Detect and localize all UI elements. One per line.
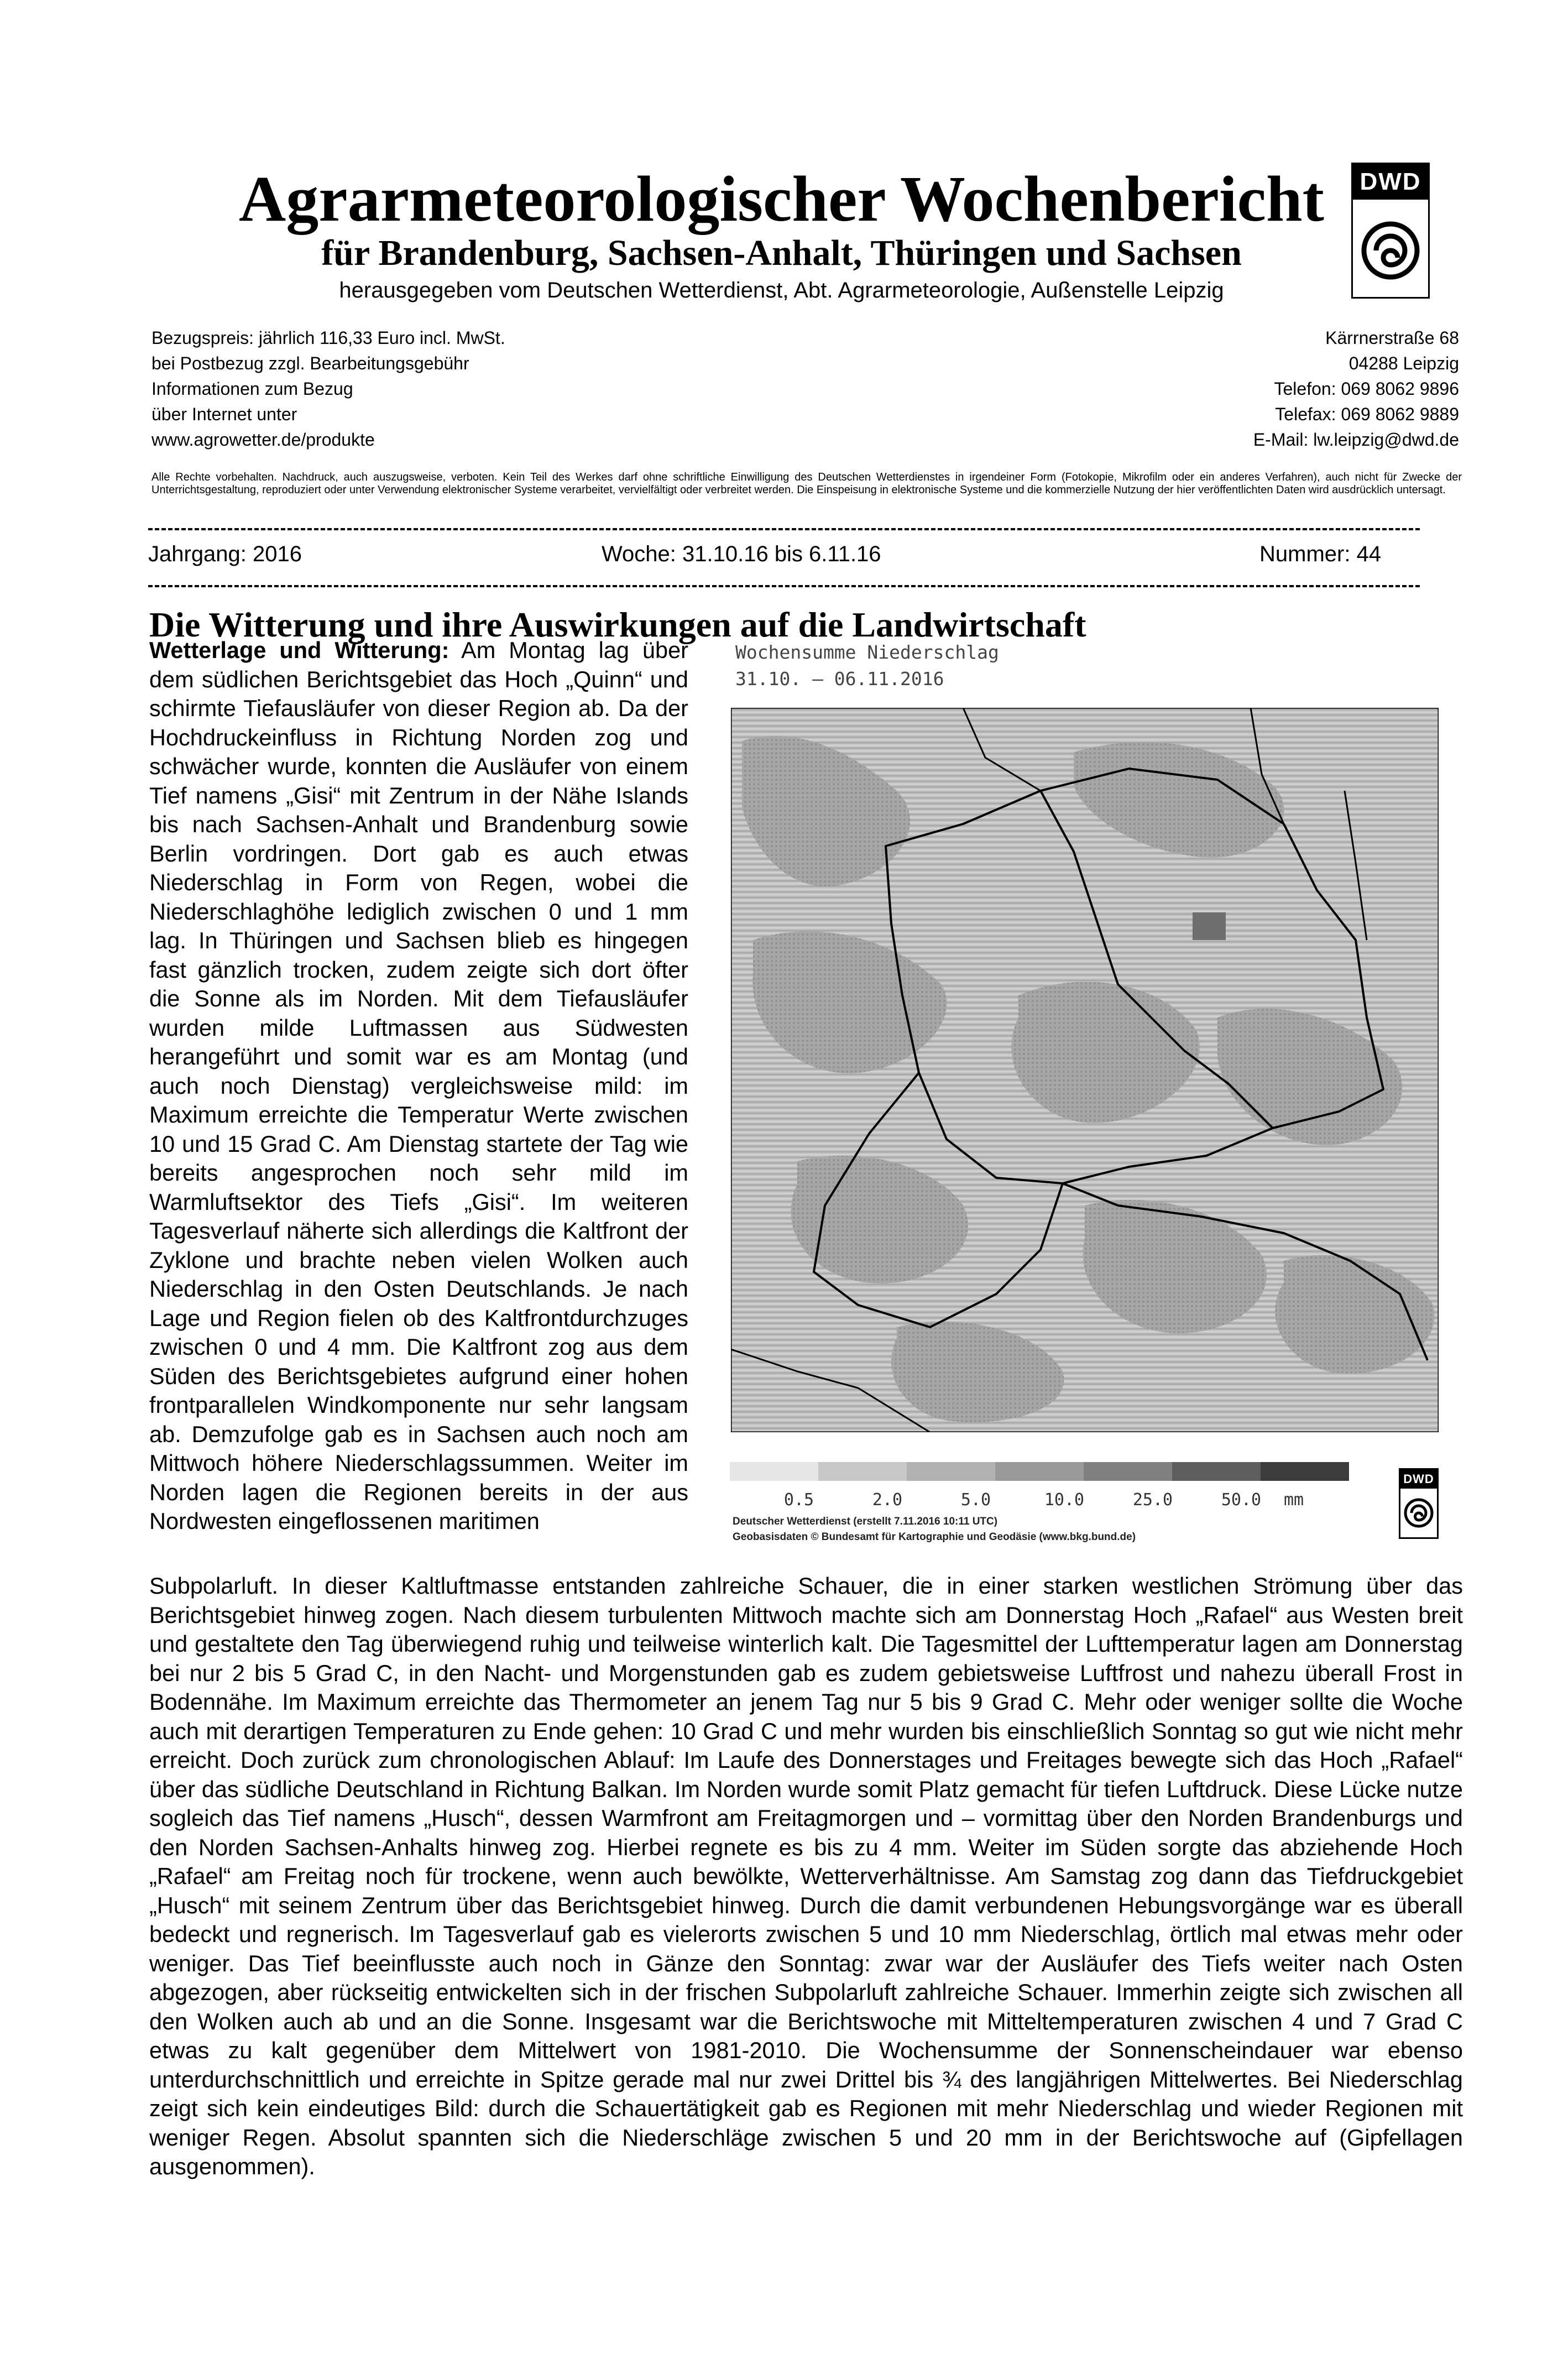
issue-number: Nummer: 44 (1259, 542, 1382, 566)
precipitation-map (731, 708, 1439, 1432)
weather-text-full: Subpolarluft. In dieser Kaltluftmasse entstanden zahlreiche Schauer, die in einer starken westlichen Strömung über das Berichtsgebiet hinweg zogen. Nach diesem turbulenten Mittwoch machte sich am Donnerstag Hoch „Rafael“ aus Westen breit und gestaltete den Tag überwiegend ruhig und teilweise winterlich kalt. Die Tagesmittel der Lufttemperatur lagen am Donnerstag bei nur 2 bis 5 Grad C, in den Nacht- und Morgenstunden gab es zudem gebietsweise Luftfrost und nahezu überall Frost in Bodennähe. Im Maximum erreichte das Thermometer an jenem Tag nur 5 bis 9 Grad C. Mehr oder weniger sollte die Woche auch mit derartigen Temperaturen zu Ende gehen: 10 Grad C und mehr wurden bis einschließlich Sonntag so gut wie nicht mehr erreicht. Doch zurück zum chronologischen Ablauf: Im Laufe des Donnerstages und Freitages bewegte sich das Hoch „Rafael“ über das südliche Deutschland in Richtung Balkan. Im Norden wurde somit Platz gemacht für tiefen Luftdruck. Diese Lücke nutze sogleich das Tief namens „Husch“, dessen Warmfront am Freitagmorgen und – vormittag über den Norden Brandenburgs und den Norden Sachsen-Anhalts hinweg zog. Hierbei regnete es bis zu 4 mm. Weiter im Süden sorgte das abziehende Hoch „Rafael“ am Freitag noch für trockene, wenn auch bewölkte, Wetterverhältnisse. Am Samstag zog dann das Tiefdruckgebiet „Husch“ mit seinem Zentrum über das Berichtsgebiet hinweg. Durch die damit verbundenen Hebungsvorgänge war es überall bedeckt und regnerisch. Im Tagesverlauf gab es vielerorts zwischen 5 und 10 mm Niederschlag, örtlich mal etwas mehr oder weniger. Das Tief beeinflusste auch noch in Gänze den Sonntag: zwar war der Ausläufer des Tiefs weiter nach Osten abgezogen, aber rückseitig entwickelten sich in der frischen Subpolarluft zahlreiche Schauer. Immerhin zeigte sich zwischen all den Wolken auch ab und an die Sonne. Insgesamt war die Berichtswoche mit Mitteltemperaturen zwischen 4 und 7 Grad C etwas zu kalt gegenüber dem Mittelwert von 1981-2010. Die Wochensumme der Sonnenscheindauer war ebenso unterdurchschnittlich und erreichte in Spitze gerade mal nur zwei Drittel bis ¾ des langjährigen Mittelwertes. Bei Niederschlag zeigt sich kein eindeutiges Bild: durch die Schauertätigkeit gab es Regionen mit mehr Niederschlag und wieder Regionen mit weniger Regen. Absolut spannten sich die Niederschläge zwischen 5 und 20 mm in der Berichtswoche auf (Gipfellagen ausgenommen). (149, 1573, 1463, 2179)
lead-label: Wetterlage und Witterung: (149, 637, 449, 663)
issue-year: Jahrgang: 2016 (148, 542, 302, 566)
dwd-logo (1351, 163, 1430, 299)
dashed-divider-bottom (148, 585, 1420, 587)
map-dark-patch (1193, 912, 1226, 940)
subscription-info (151, 325, 505, 452)
scale-swatch (995, 1462, 1084, 1481)
info-left-line: Bezugspreis: jährlich 116,33 Euro incl. MwSt. (151, 328, 505, 348)
dashed-divider-top (148, 528, 1420, 530)
publisher-line: herausgegeben vom Deutschen Wetterdienst, Abt. Agrarmeteorologie, Außenstelle Leipzig (339, 278, 1224, 302)
scale-label: mm (1283, 1490, 1304, 1510)
scale-swatch (1172, 1462, 1261, 1481)
info-right-line: Telefax: 069 8062 9889 (1275, 404, 1459, 424)
map-credit-dwd: Deutscher Wetterdienst (erstellt 7.11.2016 10:11 UTC) (733, 1516, 998, 1527)
info-right-line: E-Mail: lw.leipzig@dwd.de (1253, 430, 1459, 450)
report-subtitle: für Brandenburg, Sachsen-Anhalt, Thüringen und Sachsen (321, 233, 1242, 273)
scale-label: 10.0 (1044, 1490, 1085, 1510)
info-left-line: Informationen zum Bezug (151, 379, 353, 399)
scale-label: 2.0 (872, 1490, 903, 1510)
report-title: Agrarmeteorologischer Wochenbericht (239, 163, 1324, 235)
column-paragraph: Am Montag lag über dem südlichen Berichtsgebiet das Hoch „Quinn“ und schirmte Tiefausläufer von dieser Region ab. Da der Hochdruckeinfluss in Richtung Norden zog und schwächer wurde, konnten die Ausläufer von einem Tief namens „Gisi“ mit Zentrum in der Nähe Islands bis nach Sachsen-Anhalt und Brandenburg sowie Berlin vordringen. Dort gab es auch etwas Niederschlag in Form von Regen, wobei die Niederschlaghöhe lediglich zwischen 0 und 1 mm lag. In Thüringen und Sachsen blieb es hingegen fast gänzlich trocken, zudem zeigte sich dort öfter die Sonne als im Norden. Mit dem Tiefausläufer wurden milde Luftmassen aus Südwesten herangeführt und somit war es am Montag (und auch noch Dienstag) vergleichsweise mild: im Maximum erreichte die Temperatur Werte zwischen 10 und 15 Grad C. Am Dienstag startete der Tag wie bereits angesprochen noch sehr mild im Warmluftsektor des Tiefs „Gisi“. Im weiteren Tagesverlauf näherte sich allerdings die Kaltfront der Zyklone und brachte neben vielen Wolken auch Niederschlag in den Osten Deutschlands. Je nach Lage und Region fielen ob des Kaltfrontdurchzuges zwischen 0 und 4 mm. Die Kaltfront zog aus dem Süden des Berichtsgebietes aufgrund einer hohen frontparallelen Windkomponente nur sehr langsam ab. Demzufolge gab es in Sachsen auch noch am Mittwoch höhere Niederschlagssummen. Weiter im Norden lagen die Regionen bereits in der aus Nordwesten eingeflossenen maritimen (149, 637, 688, 1534)
map-dwd-logo-label: DWD (1400, 1470, 1437, 1489)
section-title: Die Witterung und ihre Auswirkungen auf die Landwirtschaft (149, 605, 1086, 644)
scale-swatch (907, 1462, 995, 1481)
scale-label: 50.0 (1221, 1490, 1262, 1510)
map-credit-bkg: Geobasisdaten © Bundesamt für Kartographie und Geodäsie (www.bkg.bund.de) (733, 1531, 1136, 1543)
info-right-line: Kärrnerstraße 68 (1325, 328, 1459, 348)
map-caption-title: Wochensumme Niederschlag (735, 641, 999, 663)
scale-swatch (1261, 1462, 1349, 1481)
info-right-line: Telefon: 069 8062 9896 (1274, 379, 1459, 399)
rights-notice: Alle Rechte vorbehalten. Nachdruck, auch auszugsweise, verboten. Kein Teil des Werkes darf ohne schriftliche Einwilligung des Deutschen Wetterdienstes in irgendeiner Form (Fotokopie, Mikrofilm oder ein anderes Verfahren), auch nicht für Zwecke der Unterrichtsgestaltung, reproduziert oder unter Verwendung elektronischer Systeme verarbeitet, vervielfältigt oder verbreitet werden. Die Einspeisung in elektronische Systeme und die kommerzielle Nutzung der hier veröffentlichten Daten wird ausdrücklich untersagt. (151, 471, 1462, 496)
dwd-logo-label: DWD (1353, 164, 1428, 200)
scale-swatch (818, 1462, 907, 1481)
scale-swatch (730, 1462, 818, 1481)
issue-week: Woche: 31.10.16 bis 6.11.16 (602, 542, 881, 566)
map-dwd-logo (1399, 1468, 1439, 1539)
scale-swatch (1084, 1462, 1172, 1481)
dwd-spiral-icon (1353, 200, 1428, 297)
scale-label: 25.0 (1132, 1490, 1173, 1510)
map-caption-dates: 31.10. – 06.11.2016 (735, 668, 944, 690)
info-right-line: 04288 Leipzig (1348, 353, 1459, 373)
dwd-spiral-icon (1400, 1489, 1437, 1537)
weather-text-column (149, 636, 688, 1536)
scale-label: 5.0 (960, 1490, 991, 1510)
contact-info (1253, 325, 1459, 452)
scale-label: 0.5 (783, 1490, 814, 1510)
info-left-line: www.agrowetter.de/produkte (151, 430, 375, 450)
precipitation-scale (730, 1460, 1349, 1515)
info-left-line: bei Postbezug zzgl. Bearbeitungsgebühr (151, 353, 469, 373)
info-left-line: über Internet unter (151, 404, 297, 424)
issue-row (148, 539, 1420, 569)
